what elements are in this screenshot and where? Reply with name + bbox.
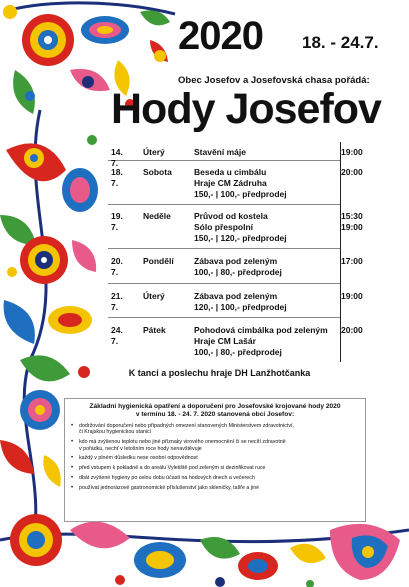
event-line: Beseda u cimbálu <box>194 167 267 177</box>
schedule-time <box>341 211 363 233</box>
event-year: 2020 <box>178 14 263 58</box>
hygiene-rule-item <box>71 439 361 452</box>
time-value: 19:00 <box>341 147 363 157</box>
hygiene-notice-box <box>64 398 366 522</box>
schedule-day: Sobota <box>143 167 172 177</box>
rule-line: každý v plném důsledku nese osobní odpovědnost <box>79 455 198 462</box>
schedule-date: 20. 7. <box>111 256 123 277</box>
hygiene-rule-item <box>71 465 361 471</box>
schedule-day: Úterý <box>143 147 165 157</box>
schedule-date: 19. 7. <box>111 211 123 232</box>
schedule-event <box>194 167 287 200</box>
music-band-note: K tanci a poslechu hraje DH Lanžhotčanka <box>128 368 311 378</box>
schedule-time <box>341 167 363 178</box>
rule-line: v pořádku, nechť v letošním roce hody nenavštěvuje <box>79 445 202 452</box>
bullet-icon: • <box>71 423 74 429</box>
event-line: Stavění máje <box>194 147 246 157</box>
schedule-time <box>341 291 363 302</box>
schedule-day: Pondělí <box>143 256 174 266</box>
schedule-day: Úterý <box>143 291 165 301</box>
event-line: 120,- | 100,- předprodej <box>194 302 287 312</box>
event-line: Zábava pod zeleným <box>194 256 278 266</box>
event-line: 100,- | 80,- předprodej <box>194 347 282 357</box>
bottom-ornaments <box>0 514 409 587</box>
schedule-date: 14. 7. <box>111 147 123 168</box>
rule-line: dbát zvýšené hygieny po celou dobu účasti na hodových dnech a večerech <box>79 475 255 481</box>
schedule-event <box>194 147 246 158</box>
bullet-icon: • <box>71 465 74 472</box>
schedule-divider <box>108 283 340 284</box>
schedule-event <box>194 256 282 278</box>
event-line: Pohodová cimbálka pod zeleným <box>194 325 328 335</box>
event-line: Hraje CM Lašár <box>194 336 256 346</box>
schedule-time <box>341 147 363 158</box>
event-line: Sólo přespolní <box>194 222 254 232</box>
bullet-icon: • <box>71 475 74 481</box>
hygiene-rule-item <box>71 485 361 491</box>
time-value: 19:00 <box>341 222 363 232</box>
hygiene-notice-title <box>65 403 365 419</box>
time-value: 17:00 <box>341 256 363 266</box>
event-line: 100,- | 80,- předprodej <box>194 267 282 277</box>
time-value: 20:00 <box>341 167 363 177</box>
event-line: Průvod od kostela <box>194 211 268 221</box>
rule-line: používat jednorázové gastronomické příslušenství jako skleničky, talíře a jiné <box>79 484 260 491</box>
schedule-event <box>194 291 287 313</box>
schedule-event <box>194 325 328 358</box>
bullet-icon: • <box>71 484 74 491</box>
bullet-icon: • <box>71 455 74 462</box>
schedule-day: Neděle <box>143 211 171 221</box>
rule-line: či Krajskou hygienickou stanicí <box>79 429 152 436</box>
event-line: Hraje CM Zádruha <box>194 178 267 188</box>
schedule-date: 18. 7. <box>111 167 123 188</box>
schedule-divider <box>108 248 340 249</box>
organizer-subtitle: Obec Josefov a Josefovská chasa pořádá: <box>178 75 370 86</box>
schedule-date: 21. 7. <box>111 291 123 312</box>
event-title: Hody Josefov <box>111 85 381 133</box>
event-date-range: 18. - 24.7. <box>302 33 379 52</box>
event-line: Zábava pod zeleným <box>194 291 278 301</box>
rule-line: před vstupem k pokladně a do areálu Vyletiště pod zeleným si dezinfikovat ruce <box>79 465 266 472</box>
hygiene-rule-item <box>71 475 361 481</box>
schedule-date: 24. 7. <box>111 325 123 346</box>
bullet-icon: • <box>71 439 74 446</box>
schedule-time <box>341 256 363 267</box>
hygiene-title-line: v termínu 18. - 24. 7. 2020 stanovená obcí Josefov: <box>135 411 295 418</box>
event-line: 150,- | 120,- předprodej <box>194 233 287 243</box>
hygiene-rules-list <box>71 423 361 495</box>
hygiene-rule-item <box>71 455 361 461</box>
hygiene-rule-item <box>71 423 361 436</box>
schedule-day: Pátek <box>143 325 166 335</box>
rule-line: kdo má zvýšenou teplotu nebo jiné příznaky virového onemocnění či se necítí zdravotně <box>79 439 286 446</box>
schedule-divider <box>108 317 340 318</box>
schedule-time <box>341 325 363 336</box>
time-value: 15:30 <box>341 211 363 221</box>
rule-line: dodržování doporučení nebo případných omezení stanovených Ministerstvem zdravotnictví, <box>79 423 294 429</box>
time-value: 20:00 <box>341 325 363 335</box>
schedule-divider <box>108 160 340 161</box>
schedule-divider <box>108 204 340 205</box>
time-value: 19:00 <box>341 291 363 301</box>
hygiene-title-line: Základní hygienická opatření a doporučení pro Josefovské krojované hody 2020 <box>89 403 341 410</box>
schedule-event <box>194 211 287 244</box>
event-line: 150,- | 100,- předprodej <box>194 189 287 199</box>
